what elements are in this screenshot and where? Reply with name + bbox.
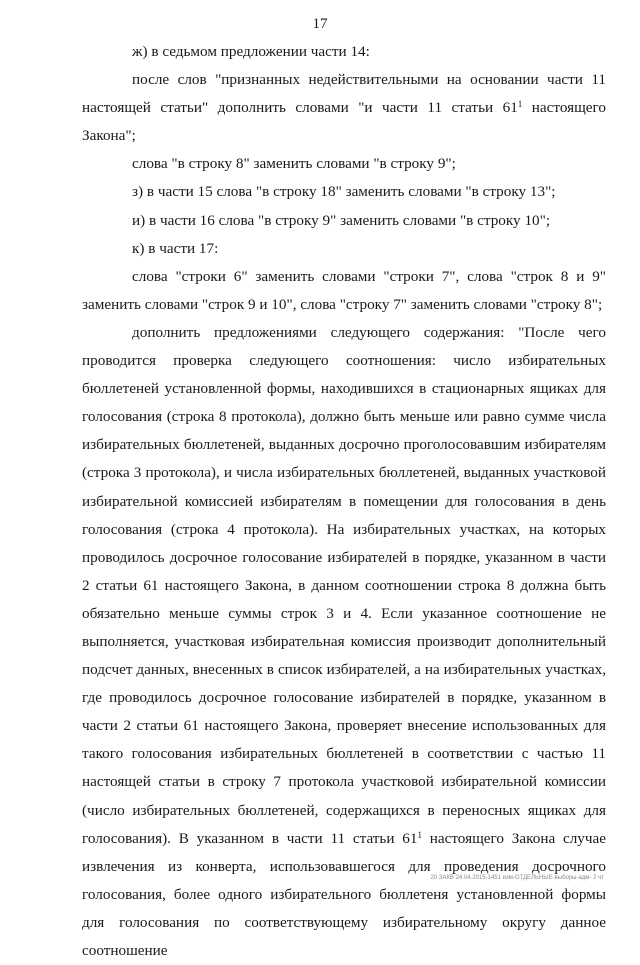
superscript: 1: [417, 829, 422, 840]
paragraph-item-k: к) в части 17:: [132, 239, 219, 257]
paragraph-after-words: [82, 66, 606, 150]
paragraph-item-zh: ж) в седьмом предложении части 14:: [132, 43, 370, 60]
paragraph-text: настоящего Закона случае извлечения из конверта, использовавшегося для проведения досрочного голосования, более одного избирательного бюллетеня установленной формы для голосования по соответствующему избирательному округу данное соотношение: [82, 829, 607, 959]
footer-file-code: 20 ЗАКВ 24.04.2015-1451 изм-ОТДЕЛЬНЫЕ-выборы-адм- 2 чт: [430, 875, 604, 881]
paragraph-text: после слов "признанных недействительными на основании части 11 настоящей статьи" дополнить словами "и части 11 статьи 61: [82, 71, 606, 117]
paragraph-text: настоящего Закона";: [82, 99, 606, 145]
superscript: 1: [517, 99, 523, 110]
paragraph-item-z: з) в части 15 слова "в строку 18" заменить словами "в строку 13";: [132, 183, 556, 201]
document-body: [82, 38, 606, 965]
paragraph-replace-lines: слова "строки 6" заменить словами "строки 7", слова "строк 8 и 9" заменить словами "строк 9 и 10", слова "строку 7" заменить словами "строку 8";: [82, 267, 606, 313]
paragraph-item-i: и) в части 16 слова "в строку 9" заменить словами "в строку 10";: [132, 211, 551, 229]
page-number: 17: [312, 16, 328, 32]
paragraph-replace-line-8: слова "в строку 8" заменить словами "в строку 9";: [132, 155, 456, 173]
paragraph-text: дополнить предложениями следующего содержания: "После чего проводится проверка следующего соотношения: число избирательных бюллетеней установленной формы, находившихся в стационарных ящиках для голосования (строка 8 протокола), должно быть меньше или равно сумме числа избирательных бюллетеней, выданных досрочно проголосовавшим избирателям (строка 3 протокола), и числа избирательных бюллетеней, выданных участковой избирательной комиссией избирателям в помещении для голосования в день голосования (строка 4 протокола). На избирательных участках, на которых проводилось досрочное голосование избирателей в порядке, указанном в части 2 статьи 61 настоящего Закона, в данном соотношении строка 8 должна быть обязательно меньше суммы строк 3 и 4. Если указанное соотношение не выполняется, участковая избирательная комиссия производит дополнительный подсчет данных, внесенных в список избирателей, а на избирательных участках, где проводилось досрочное голосование избирателей в порядке, указанном в части 2 статьи 61 настоящего Закона, проверяет внесение использованных для такого голосования избирательных бюллетеней в соответствии с частью 11 настоящей статьи в строку 7 протокола участковой избирательной комиссии (число избирательных бюллетеней, содержащихся в переносных ящиках для голосования). В указанном в части 11 статьи 61: [82, 323, 606, 847]
paragraph-addition: [82, 319, 606, 965]
